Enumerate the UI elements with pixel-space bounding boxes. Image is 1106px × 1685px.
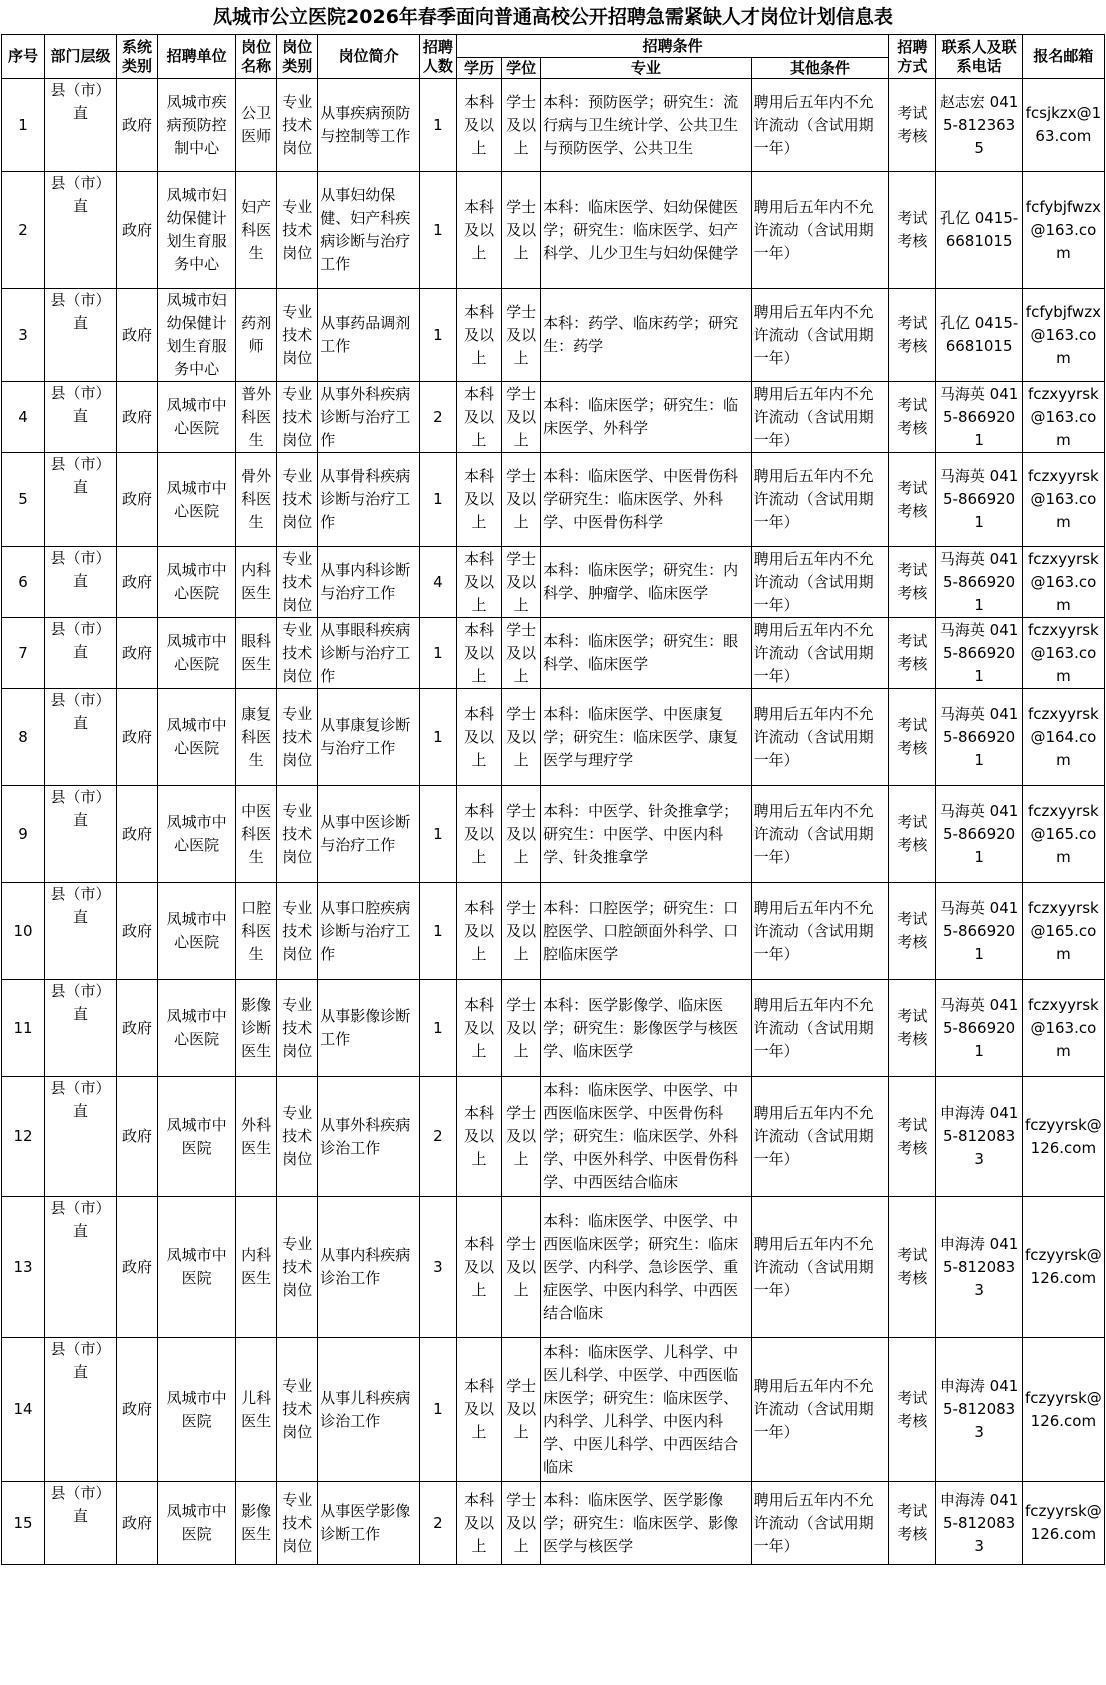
row-post-desc: 从事疾病预防与控制等工作 [318,79,420,172]
row-education: 本科及以上 [456,786,501,883]
row-method: 考试考核 [889,453,936,547]
row-major: 本科：临床医学、中医学、中西医临床医学、中医骨伤科学；研究生：临床医学、外科学、中医外科学、中医骨伤科学、中西医结合临床 [541,1077,752,1197]
row-post-desc: 从事康复诊断与治疗工作 [318,689,420,786]
row-major: 本科：药学、临床药学；研究生：药学 [541,289,752,382]
row-education: 本科及以上 [456,1338,501,1482]
row-seq: 14 [2,1338,45,1482]
row-seq: 4 [2,382,45,453]
row-contact: 申海涛 0415-8120833 [936,1077,1022,1197]
row-unit: 凤城市妇幼保健计划生育服务中心 [158,172,236,289]
table-row [2,382,1105,453]
row-method: 考试考核 [889,618,936,689]
row-system-type: 政府 [117,289,158,382]
row-email[interactable]: fczyyrsk@126.com [1022,1338,1104,1482]
table-row [2,1197,1105,1338]
row-other: 聘用后五年内不允许流动（含试用期一年） [751,1197,889,1338]
row-email[interactable]: fcfybjfwzx@163.com [1022,172,1104,289]
row-system-type: 政府 [117,786,158,883]
row-seq: 13 [2,1197,45,1338]
row-education: 本科及以上 [456,547,501,618]
row-count: 2 [419,382,456,453]
row-post-name: 骨外科医生 [236,453,277,547]
row-method: 考试考核 [889,1077,936,1197]
row-education: 本科及以上 [456,453,501,547]
row-post-type: 专业技术岗位 [277,172,318,289]
row-unit: 凤城市中医院 [158,1482,236,1565]
row-education: 本科及以上 [456,1077,501,1197]
row-count: 2 [419,1482,456,1565]
row-degree: 学士及以上 [502,79,541,172]
row-post-desc: 从事妇幼保健、妇产科疾病诊断与治疗工作 [318,172,420,289]
header-post-desc: 岗位简介 [318,35,420,79]
row-count: 1 [419,172,456,289]
row-count: 1 [419,980,456,1077]
row-system-type: 政府 [117,1338,158,1482]
row-count: 1 [419,786,456,883]
row-count: 1 [419,289,456,382]
header-post-name: 岗位名称 [236,35,277,79]
row-post-name: 儿科医生 [236,1338,277,1482]
row-post-desc: 从事外科疾病诊断与治疗工作 [318,382,420,453]
table-row [2,172,1105,289]
row-seq: 15 [2,1482,45,1565]
row-contact: 申海涛 0415-8120833 [936,1338,1022,1482]
row-degree: 学士及以上 [502,786,541,883]
row-other: 聘用后五年内不允许流动（含试用期一年） [751,289,889,382]
row-other: 聘用后五年内不允许流动（含试用期一年） [751,786,889,883]
row-email[interactable]: fczxyyrsk@165.com [1022,786,1104,883]
row-degree: 学士及以上 [502,618,541,689]
row-post-desc: 从事药品调剂工作 [318,289,420,382]
row-education: 本科及以上 [456,1482,501,1565]
row-education: 本科及以上 [456,618,501,689]
row-contact: 马海英 0415-8669201 [936,618,1022,689]
row-system-type: 政府 [117,689,158,786]
table-row [2,453,1105,547]
row-dept-level: 县（市）直 [45,382,117,453]
row-major: 本科：临床医学、中医骨伤科学研究生：临床医学、外科学、中医骨伤科学 [541,453,752,547]
row-seq: 2 [2,172,45,289]
header-conditions: 招聘条件 [456,35,888,58]
row-other: 聘用后五年内不允许流动（含试用期一年） [751,79,889,172]
header-education: 学历 [456,58,501,79]
row-degree: 学士及以上 [502,883,541,980]
row-seq: 8 [2,689,45,786]
header-contact: 联系人及联系电话 [936,35,1022,79]
row-other: 聘用后五年内不允许流动（含试用期一年） [751,453,889,547]
row-unit: 凤城市中医院 [158,1338,236,1482]
row-email[interactable]: fcfybjfwzx@163.com [1022,289,1104,382]
row-method: 考试考核 [889,980,936,1077]
row-unit: 凤城市中心医院 [158,618,236,689]
row-count: 2 [419,1077,456,1197]
recruitment-table [1,34,1105,1565]
row-system-type: 政府 [117,618,158,689]
row-seq: 7 [2,618,45,689]
row-unit: 凤城市中心医院 [158,453,236,547]
row-post-name: 内科医生 [236,1197,277,1338]
row-seq: 5 [2,453,45,547]
row-education: 本科及以上 [456,980,501,1077]
row-other: 聘用后五年内不允许流动（含试用期一年） [751,382,889,453]
row-dept-level: 县（市）直 [45,547,117,618]
row-contact: 孔亿 0415-6681015 [936,289,1022,382]
row-unit: 凤城市中心医院 [158,382,236,453]
row-post-type: 专业技术岗位 [277,786,318,883]
table-row [2,689,1105,786]
row-email[interactable]: fczyyrsk@126.com [1022,1482,1104,1565]
row-method: 考试考核 [889,547,936,618]
row-other: 聘用后五年内不允许流动（含试用期一年） [751,689,889,786]
row-seq: 12 [2,1077,45,1197]
row-other: 聘用后五年内不允许流动（含试用期一年） [751,618,889,689]
row-post-name: 外科医生 [236,1077,277,1197]
row-seq: 6 [2,547,45,618]
row-other: 聘用后五年内不允许流动（含试用期一年） [751,172,889,289]
row-post-type: 专业技术岗位 [277,1338,318,1482]
row-post-type: 专业技术岗位 [277,980,318,1077]
row-method: 考试考核 [889,1197,936,1338]
row-post-name: 内科医生 [236,547,277,618]
row-seq: 9 [2,786,45,883]
row-system-type: 政府 [117,79,158,172]
header-email: 报名邮箱 [1022,35,1104,79]
row-unit: 凤城市中心医院 [158,547,236,618]
table-row [2,79,1105,172]
row-count: 3 [419,1197,456,1338]
row-system-type: 政府 [117,382,158,453]
table-row [2,786,1105,883]
row-email[interactable]: fczxyyrsk@163.com [1022,453,1104,547]
row-degree: 学士及以上 [502,1338,541,1482]
row-dept-level: 县（市）直 [45,980,117,1077]
row-contact: 申海涛 0415-8120833 [936,1197,1022,1338]
row-major: 本科：临床医学、妇幼保健医学；研究生：临床医学、妇产科学、儿少卫生与妇幼保健学 [541,172,752,289]
row-dept-level: 县（市）直 [45,289,117,382]
row-contact: 马海英 0415-8669201 [936,883,1022,980]
row-major: 本科：预防医学；研究生：流行病与卫生统计学、公共卫生与预防医学、公共卫生 [541,79,752,172]
row-education: 本科及以上 [456,883,501,980]
row-degree: 学士及以上 [502,1482,541,1565]
row-method: 考试考核 [889,883,936,980]
row-major: 本科：临床医学、中医康复学；研究生：临床医学、康复医学与理疗学 [541,689,752,786]
row-contact: 申海涛 0415-8120833 [936,1482,1022,1565]
header-unit: 招聘单位 [158,35,236,79]
row-education: 本科及以上 [456,79,501,172]
row-method: 考试考核 [889,689,936,786]
row-system-type: 政府 [117,547,158,618]
row-other: 聘用后五年内不允许流动（含试用期一年） [751,547,889,618]
table-row [2,1077,1105,1197]
row-major: 本科：临床医学、儿科学、中医儿科学、中医学、中西医临床医学；研究生：临床医学、内科学、儿科学、中医内科学、中医儿科学、中西医结合临床 [541,1338,752,1482]
row-unit: 凤城市妇幼保健计划生育服务中心 [158,289,236,382]
row-other: 聘用后五年内不允许流动（含试用期一年） [751,1077,889,1197]
row-contact: 孔亿 0415-6681015 [936,172,1022,289]
row-email[interactable]: fczxyyrsk@165.com [1022,883,1104,980]
row-other: 聘用后五年内不允许流动（含试用期一年） [751,1338,889,1482]
row-seq: 10 [2,883,45,980]
row-seq: 11 [2,980,45,1077]
row-count: 1 [419,883,456,980]
table-row [2,1338,1105,1482]
table-row [2,883,1105,980]
row-email[interactable]: fczyyrsk@126.com [1022,1197,1104,1338]
row-post-desc: 从事口腔疾病诊断与治疗工作 [318,883,420,980]
row-post-name: 普外科医生 [236,382,277,453]
row-unit: 凤城市疾病预防控制中心 [158,79,236,172]
row-post-type: 专业技术岗位 [277,289,318,382]
row-post-desc: 从事内科疾病诊治工作 [318,1197,420,1338]
row-major: 本科：临床医学；研究生：临床医学、外科学 [541,382,752,453]
row-major: 本科：临床医学；研究生：眼科学、临床医学 [541,618,752,689]
row-system-type: 政府 [117,1077,158,1197]
row-post-name: 口腔科医生 [236,883,277,980]
row-dept-level: 县（市）直 [45,172,117,289]
row-dept-level: 县（市）直 [45,618,117,689]
row-email[interactable]: fcsjkzx@163.com [1022,79,1104,172]
row-post-type: 专业技术岗位 [277,382,318,453]
row-post-desc: 从事眼科疾病诊断与治疗工作 [318,618,420,689]
row-method: 考试考核 [889,1482,936,1565]
row-email[interactable]: fczxyyrsk@163.com [1022,547,1104,618]
row-post-desc: 从事儿科疾病诊治工作 [318,1338,420,1482]
row-post-type: 专业技术岗位 [277,453,318,547]
row-contact: 马海英 0415-8669201 [936,547,1022,618]
header-method: 招聘方式 [889,35,936,79]
row-post-name: 公卫医师 [236,79,277,172]
row-post-desc: 从事骨科疾病诊断与治疗工作 [318,453,420,547]
header-dept-level: 部门层级 [45,35,117,79]
row-system-type: 政府 [117,883,158,980]
row-method: 考试考核 [889,382,936,453]
row-other: 聘用后五年内不允许流动（含试用期一年） [751,883,889,980]
row-post-name: 康复科医生 [236,689,277,786]
row-seq: 3 [2,289,45,382]
row-email[interactable]: fczxyyrsk@163.com [1022,618,1104,689]
row-unit: 凤城市中医院 [158,1197,236,1338]
row-post-type: 专业技术岗位 [277,1482,318,1565]
row-contact: 赵志宏 0415-8123635 [936,79,1022,172]
row-post-type: 专业技术岗位 [277,689,318,786]
row-major: 本科：临床医学、中医学、中西医临床医学；研究生：临床医学、内科学、急诊医学、重症医学、中医内科学、中西医结合临床 [541,1197,752,1338]
row-contact: 马海英 0415-8669201 [936,453,1022,547]
row-method: 考试考核 [889,1338,936,1482]
row-method: 考试考核 [889,79,936,172]
row-dept-level: 县（市）直 [45,1338,117,1482]
header-major: 专业 [541,58,752,79]
row-dept-level: 县（市）直 [45,786,117,883]
row-post-name: 中医科医生 [236,786,277,883]
row-count: 1 [419,689,456,786]
row-degree: 学士及以上 [502,289,541,382]
row-dept-level: 县（市）直 [45,79,117,172]
row-count: 1 [419,453,456,547]
header-other: 其他条件 [751,58,889,79]
row-post-type: 专业技术岗位 [277,1077,318,1197]
row-post-type: 专业技术岗位 [277,547,318,618]
row-degree: 学士及以上 [502,382,541,453]
row-post-name: 药剂师 [236,289,277,382]
table-row [2,289,1105,382]
row-dept-level: 县（市）直 [45,1482,117,1565]
row-unit: 凤城市中心医院 [158,786,236,883]
row-major: 本科：医学影像学、临床医学；研究生：影像医学与核医学、临床医学 [541,980,752,1077]
row-email[interactable]: fczyyrsk@126.com [1022,1077,1104,1197]
header-count: 招聘人数 [419,35,456,79]
header-seq: 序号 [2,35,45,79]
page-title: 凤城市公立医院2026年春季面向普通高校公开招聘急需紧缺人才岗位计划信息表 [213,6,893,28]
row-count: 1 [419,618,456,689]
row-degree: 学士及以上 [502,1197,541,1338]
row-post-name: 影像诊断医生 [236,980,277,1077]
row-seq: 1 [2,79,45,172]
row-contact: 马海英 0415-8669201 [936,786,1022,883]
row-post-type: 专业技术岗位 [277,79,318,172]
row-contact: 马海英 0415-8669201 [936,980,1022,1077]
row-method: 考试考核 [889,172,936,289]
row-education: 本科及以上 [456,689,501,786]
row-system-type: 政府 [117,980,158,1077]
row-count: 1 [419,79,456,172]
row-post-type: 专业技术岗位 [277,618,318,689]
row-major: 本科：中医学、针灸推拿学；研究生：中医学、中医内科学、针灸推拿学 [541,786,752,883]
row-count: 1 [419,1338,456,1482]
table-row [2,618,1105,689]
row-post-name: 眼科医生 [236,618,277,689]
row-email[interactable]: fczxyyrsk@164.com [1022,689,1104,786]
header-degree: 学位 [502,58,541,79]
row-major: 本科：临床医学、医学影像学；研究生：临床医学、影像医学与核医学 [541,1482,752,1565]
row-degree: 学士及以上 [502,547,541,618]
row-email[interactable]: fczxyyrsk@163.com [1022,980,1104,1077]
table-row [2,547,1105,618]
row-email[interactable]: fczxyyrsk@163.com [1022,382,1104,453]
row-degree: 学士及以上 [502,980,541,1077]
row-education: 本科及以上 [456,289,501,382]
row-post-name: 妇产科医生 [236,172,277,289]
row-method: 考试考核 [889,786,936,883]
row-degree: 学士及以上 [502,172,541,289]
row-dept-level: 县（市）直 [45,1077,117,1197]
row-unit: 凤城市中医院 [158,1077,236,1197]
row-contact: 马海英 0415-8669201 [936,382,1022,453]
row-major: 本科：临床医学；研究生：内科学、肿瘤学、临床医学 [541,547,752,618]
row-post-type: 专业技术岗位 [277,1197,318,1338]
row-education: 本科及以上 [456,382,501,453]
row-dept-level: 县（市）直 [45,1197,117,1338]
header-system-type: 系统类别 [117,35,158,79]
row-post-desc: 从事外科疾病诊治工作 [318,1077,420,1197]
row-post-name: 影像医生 [236,1482,277,1565]
row-major: 本科：口腔医学；研究生：口腔医学、口腔颌面外科学、口腔临床医学 [541,883,752,980]
row-dept-level: 县（市）直 [45,883,117,980]
row-degree: 学士及以上 [502,453,541,547]
row-dept-level: 县（市）直 [45,689,117,786]
row-degree: 学士及以上 [502,689,541,786]
row-unit: 凤城市中心医院 [158,883,236,980]
row-post-desc: 从事医学影像诊断工作 [318,1482,420,1565]
table-row [2,980,1105,1077]
row-education: 本科及以上 [456,1197,501,1338]
row-dept-level: 县（市）直 [45,453,117,547]
row-post-desc: 从事影像诊断工作 [318,980,420,1077]
header-post-type: 岗位类别 [277,35,318,79]
row-system-type: 政府 [117,1482,158,1565]
row-degree: 学士及以上 [502,1077,541,1197]
row-system-type: 政府 [117,1197,158,1338]
row-other: 聘用后五年内不允许流动（含试用期一年） [751,1482,889,1565]
row-post-type: 专业技术岗位 [277,883,318,980]
row-contact: 马海英 0415-8669201 [936,689,1022,786]
row-system-type: 政府 [117,453,158,547]
row-method: 考试考核 [889,289,936,382]
row-unit: 凤城市中心医院 [158,689,236,786]
row-system-type: 政府 [117,172,158,289]
row-other: 聘用后五年内不允许流动（含试用期一年） [751,980,889,1077]
row-post-desc: 从事内科诊断与治疗工作 [318,547,420,618]
table-row [2,1482,1105,1565]
row-education: 本科及以上 [456,172,501,289]
row-post-desc: 从事中医诊断与治疗工作 [318,786,420,883]
row-count: 4 [419,547,456,618]
row-unit: 凤城市中心医院 [158,980,236,1077]
